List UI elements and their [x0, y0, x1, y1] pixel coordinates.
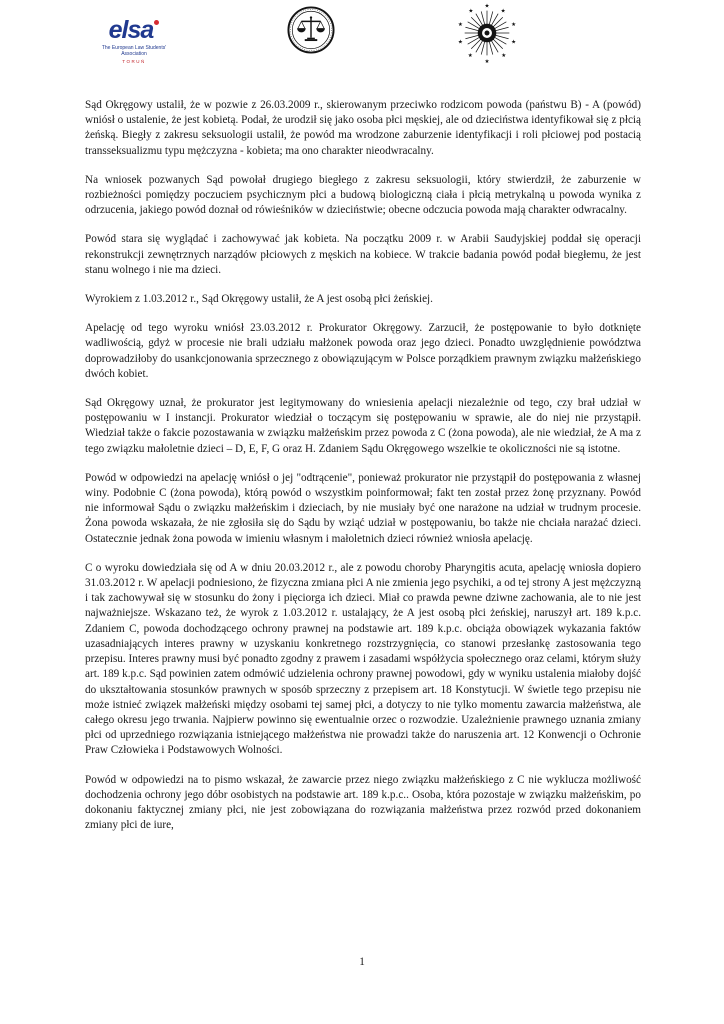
svg-text:★: ★: [511, 39, 517, 46]
scales-of-justice-seal-icon: [287, 6, 335, 59]
elsa-wordmark-text: elsa: [108, 16, 154, 44]
svg-text:★: ★: [484, 58, 490, 64]
svg-text:★: ★: [467, 53, 473, 60]
svg-text:★: ★: [484, 3, 490, 10]
document-body: [85, 98, 641, 847]
svg-text:★: ★: [457, 39, 463, 46]
svg-text:★: ★: [457, 22, 463, 29]
svg-text:★: ★: [468, 8, 474, 15]
paragraph: Sąd Okręgowy ustalił, że w pozwie z 26.03.2009 r., skierowanym przeciwko rodzicom powoda (państwu B) - A (powód) wniósł o ustalenie, że jest kobietą. Podał, że urodził się jako osoba płci męskiej, ale od dzieciństwa identyfikował się z płcią żeńską. Biegły z zakresu seksuologii ustalił, że powód ma wrodzone zaburzenie identyfikacji i roli płciowej pod postacią transseksualizmu typu mężczyzna - kobieta; ma ono charakter nieodwracalny.: [85, 99, 641, 157]
page-header: [0, 0, 724, 92]
svg-text:★: ★: [500, 8, 506, 15]
svg-text:★: ★: [511, 22, 517, 29]
paragraph: Powód w odpowiedzi na to pismo wskazał, że zawarcie przez niego związku małżeńskiego z C nie wyklucza możliwość dochodzenia ochrony jego dóbr osobistych na podstawie art. 189 k.p.c.. Osoba, która pozostaje w związku małżeńskim, po dokonaniu faktycznej zmiany płci, nie jest zobowiązana do rozwiązania małżeństwa przez rozwód przed dokonaniem zmiany płci de iure,: [85, 773, 641, 832]
svg-text:★: ★: [501, 53, 507, 60]
elsa-wordmark: [95, 18, 173, 43]
elsa-local-group-label: TORUŃ: [122, 59, 146, 64]
paragraph: Powód w odpowiedzi na apelację wniósł o jej "odtrącenie", ponieważ prokurator nie przystąpił do postępowania z własnej winy. Podobnie C (żona powoda), którą powód o wszystkim poinformował; fakt ten został przez żonę przyznany. Powód nie informował Sądu o związku małżeńskim i dzieciach, by nie musiały być one narażone na udział w trudnym procesie. Żona powoda wskazała, że nie zgłosiła się do Sądu by wziąć udział w postępowaniu, bo także nie chciała narażać dzieci. Ostatecznie jednak żona powoda w imieniu własnym i małoletnich dzieci również wniosła apelację.: [85, 471, 641, 545]
paragraph: C o wyroku dowiedziała się od A w dniu 20.03.2012 r., ale z powodu choroby Pharyngitis acuta, apelację wniosła dopiero 31.03.2012 r. W apelacji podniesiono, że fizyczna zmiana płci A nie zmienia jego psychiki, a od tej strony A jest mężczyzną i tak zachowywał się w stosunku do żony i pięciorga ich dzieci. Miał co prawda pewne dziwne zachowania, ale to nie jest najważniejsze. Wskazano też, że wyrok z 1.03.2012 r. ustalający, że A jest osobą płci żeńskiej, naruszył art. 189 k.p.c. Zdaniem C, powoda dochodzącego ochrony prawnej na podstawie art. 189 k.p.c. obciąża obowiązek wykazania faktów uzasadniających interes prawny w uzyskaniu konkretnego rozstrzygnięcia, co stanowi przesłankę zastosowania tego przepisu. Interes prawny musi być ponadto zgodny z prawem i zasadami współżycia społecznego oraz celami, którym służy art. 189 k.p.c. Sąd powinien zatem odmówić udzielenia ochrony prawnej powodowi, gdy w wyniku ustalenia miałoby dojść do ukształtowania stosunków prawnych w sposób sprzeczny z przepisem art. 18 Konstytucji. W świetle tego przepisu nie może istnieć związek małżeński między osobami tej samej płci, a dotyczy to nie tylko momentu zawarcia małżeństwa, ale całego okresu jego trwania. Najpierw powinno się ewentualnie orzec o rozwodzie. Uzależnienie prawnego uznania zmiany płci od uprzedniego rozwiązania istniejącego małżeństwa nie prowadzi także do naruszenia art. 12 Konwencji o Ochronie Praw Człowieka i Podstawowych Wolności.: [85, 561, 641, 757]
paragraph: Powód stara się wyglądać i zachowywać jak kobieta. Na początku 2009 r. w Arabii Saudyjskiej poddał się operacji rekonstrukcji zewnętrznych narządów płciowych z męskich na kobiece. W trakcie badania powód podał biegłemu, że jest stanu wolnego i nie ma dzieci.: [85, 233, 641, 276]
paragraph: Wyrokiem z 1.03.2012 r., Sąd Okręgowy ustalił, że A jest osobą płci żeńskiej.: [85, 293, 433, 306]
starburst-with-stars-emblem-icon: [456, 2, 518, 69]
elsa-logo: [95, 18, 173, 64]
elsa-red-dot-icon: [154, 20, 159, 25]
paragraph: Sąd Okręgowy uznał, że prokurator jest legitymowany do wniesienia apelacji niezależnie od tego, czy brał udział w postępowaniu w I instancji. Prokurator wiedział o toczącym się postępowaniu w sprawie, ale do niej nie przystąpił. Wiedział także o fakcie pozostawania w związku małżeńskim przez powoda z C (żona powoda), ale nie wiedział, że A ma z tego związku małoletnie dzieci – D, E, F, G oraz H. Zdaniem Sądu Okręgowego wszelkie te okoliczności nie są istotne.: [85, 397, 641, 455]
paragraph: Apelację od tego wyroku wniósł 23.03.2012 r. Prokurator Okręgowy. Zarzucił, że postępowanie to było dotknięte wadliwością, gdyż w procesie nie brali udziału małżonek powoda oraz jego dzieci. Ponadto uwzględnienie powództwa doprowadziłoby do usankcjonowania sprzecznego z obowiązującym w Polsce porządkiem prawnym związku małżeńskiego dwóch kobiet.: [85, 322, 641, 380]
paragraph: Na wniosek pozwanych Sąd powołał drugiego biegłego z zakresu seksuologii, który stwierdził, że zaburzenie w rozbieżności pomiędzy poczuciem psychicznym płci a budową biologiczną ciała i płcią metrykalną u powoda wynika z odrzucenia, jakiego powód doznał od rówieśników w dzieciństwie; obecne odczucia powoda mają charakter odwracalny.: [85, 173, 641, 217]
page-number: 1: [359, 956, 365, 968]
elsa-subtitle: The European Law Students' Association: [101, 45, 167, 57]
